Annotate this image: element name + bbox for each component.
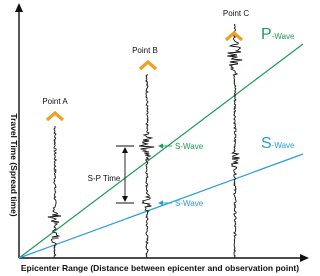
s-wave-callout-blue: S-Wave [175,199,204,208]
x-axis-label: Epicenter Range (Distance between epicenter and observation point) [20,263,300,273]
point-c-label: Point C [222,9,250,18]
blue-arrow-head-icon [158,201,163,206]
s-wave-callout-green: S-Wave [175,142,204,151]
s-wave-label [261,135,295,152]
s-wave-suffix: -Wave [271,141,295,150]
p-wave-label [261,26,295,43]
p-wave-letter: P [261,26,272,43]
green-arrow-head-icon [158,144,163,149]
y-axis-arrow-icon [15,3,23,12]
sp-down-arrow-icon [122,196,128,202]
sp-time-label: S-P Time [87,174,121,183]
s-wave-line [19,154,303,258]
sp-up-arrow-icon [122,147,128,153]
y-axis-label: Travel Time (Spread time) [9,113,19,217]
point-a-seismogram [48,126,61,258]
seismogram-traces [48,24,242,258]
s-wave-letter: S [261,135,272,152]
point-a-label: Point A [42,97,68,106]
x-axis-arrow-icon [300,254,309,262]
point-a-chevron-icon [47,113,63,120]
point-b-label: Point B [132,46,158,55]
point-c-seismogram [227,24,242,258]
point-b-chevron-icon [140,62,156,69]
p-wave-suffix: -Wave [271,32,295,41]
